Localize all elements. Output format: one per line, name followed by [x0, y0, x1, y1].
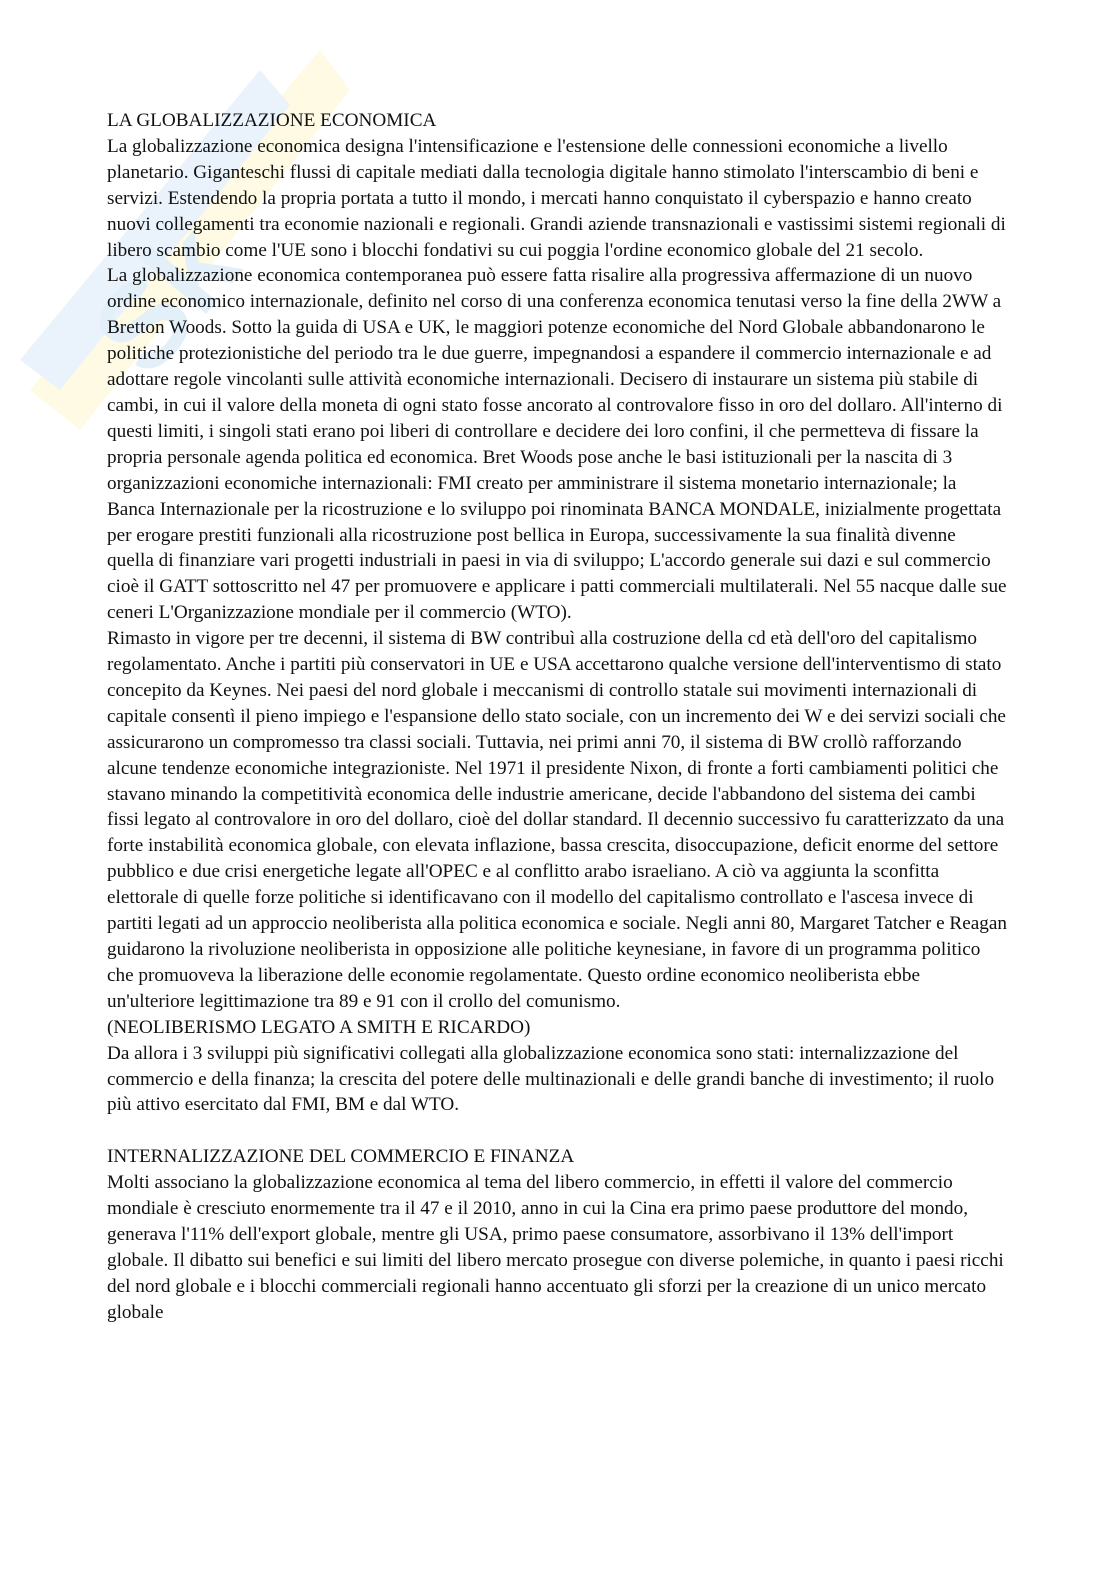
svg-text:Sk: Sk: [66, 199, 264, 399]
paragraph: La globalizzazione economica contemporanea può essere fatta risalire alla progressiva affermazione di un nuovo ordine economico internazionale, definito nel corso di una conferenza economica tenutasi verso la fine della 2WW a Bretton Woods. Sotto la guida di USA e UK, le maggiori potenze economiche del Nord Globale abbandonarono le politiche protezionistiche del periodo tra le due guerre, impegnandosi a espandere il commercio internazionale e ad adottare regole vincolanti sulle attività economiche internazionali. Decisero di instaurare un sistema più stabile di cambi, in cui il valore della moneta di ogni stato fosse ancorato al controvalore fisso in oro del dollaro. All'interno di questi limiti, i singoli stati erano poi liberi di controllare e decidere dei loro confini, il che permetteva di fissare la propria personale agenda politica ed economica. Bret Woods pose anche le basi istituzionali per la nascita di 3 organizzazioni economiche internazionali: FMI creato per amministrare il sistema monetario internazionale; la Banca Internazionale per la ricostruzione e lo sviluppo poi rinominata BANCA MONDALE, inizialmente progettata per erogare prestiti funzionali alla ricostruzione post bellica in Europa, successivamente la sua finalità divenne quella di finanziare vari progetti industriali in paesi in via di sviluppo; L'accordo generale sui dazi e sul commercio cioè il GATT sottoscritto nel 47 per promuovere e applicare i patti commerciali multilaterali. Nel 55 nacque dalle sue ceneri L'Organizzazione mondiale per il commercio (WTO).: [107, 265, 1007, 624]
section-spacer: [107, 1118, 1007, 1144]
paragraph: Rimasto in vigore per tre decenni, il sistema di BW contribuì alla costruzione della cd età dell'oro del capitalismo regolamentato. Anche i partiti più conservatori in UE e USA accettarono qualche versione dell'interventismo di stato concepito da Keynes. Nei paesi del nord globale i meccanismi di controllo statale sui movimenti internazionali di capitale consentì il pieno impiego e l'espansione dello stato sociale, con un incremento dei W e dei servizi sociali che assicurarono un compromesso tra classi sociali. Tuttavia, nei primi anni 70, il sistema di BW crollò rafforzando alcune tendenze economiche integrazioniste. Nel 1971 il presidente Nixon, di fronte a forti cambiamenti politici che stavano minando la competitività economica delle industrie americane, decide l'abbandono del sistema dei cambi fissi legato al controvalore in oro del dollaro, cioè del dollar standard. Il decennio successivo fu caratterizzato da una forte instabilità economica globale, con elevata inflazione, bassa crescita, disoccupazione, deficit enorme del settore pubblico e due crisi energetiche legate all'OPEC e al conflitto arabo israeliano. A ciò va aggiunta la sconfitta elettorale di quelle forze politiche si identificavano con il modello del capitalismo controllato e l'ascesa invece di partiti legati ad un approccio neoliberista alla politica economica e sociale. Negli anni 80, Margaret Tatcher e Reagan guidarono la rivoluzione neoliberista in opposizione alle politiche keynesiane, in favore di un programma politico che promuoveva la liberazione delle economie regolamentate. Questo ordine economico neoliberista ebbe un'ulteriore legittimazione tra 89 e 91 con il crollo del comunismo.: [107, 628, 1007, 1012]
paragraph: (NEOLIBERISMO LEGATO A SMITH E RICARDO): [107, 1016, 531, 1038]
section-globalizzazione: [107, 108, 1007, 1118]
section-heading: INTERNALIZZAZIONE DEL COMMERCIO E FINANZA: [107, 1146, 575, 1168]
document-body: [107, 108, 1007, 1326]
section-heading: LA GLOBALIZZAZIONE ECONOMICA: [107, 110, 437, 131]
paragraph: Da allora i 3 sviluppi più significativi collegati alla globalizzazione economica sono stati: internalizzazione del commercio e della finanza; la crescita del potere delle multinazionali e delle grandi banche di investimento; il ruolo più attivo esercitato dal FMI, BM e dal WTO.: [107, 1042, 995, 1116]
section-internalizzazione: [107, 1144, 1007, 1325]
paragraph: La globalizzazione economica designa l'intensificazione e l'estensione delle connessioni economiche a livello planetario. Giganteschi flussi di capitale mediati dalla tecnologia digitale hanno stimolato l'interscambio di beni e servizi. Estendendo la propria portata a tutto il mondo, i mercati hanno conquistato il cyberspazio e hanno creato nuovi collegamenti tra economie nazionali e regionali. Grandi aziende transnazionali e vastissimi sistemi regionali di libero scambio come l'UE sono i blocchi fondativi su cui poggia l'ordine economico globale del 21 secolo.: [107, 135, 1006, 261]
paragraph: Molti associano la globalizzazione economica al tema del libero commercio, in effetti il valore del commercio mondiale è cresciuto enormemente tra il 47 e il 2010, anno in cui la Cina era primo paese produttore del mondo, generava l'11% dell'export globale, mentre gli USA, primo paese consumatore, assorbivano il 13% dell'import globale. Il dibatto sui benefici e sui limiti del libero mercato prosegue con diverse polemiche, in quanto i paesi ricchi del nord globale e i blocchi commerciali regionali hanno accentuato gli sforzi per la creazione di un unico mercato globale: [107, 1172, 1004, 1323]
